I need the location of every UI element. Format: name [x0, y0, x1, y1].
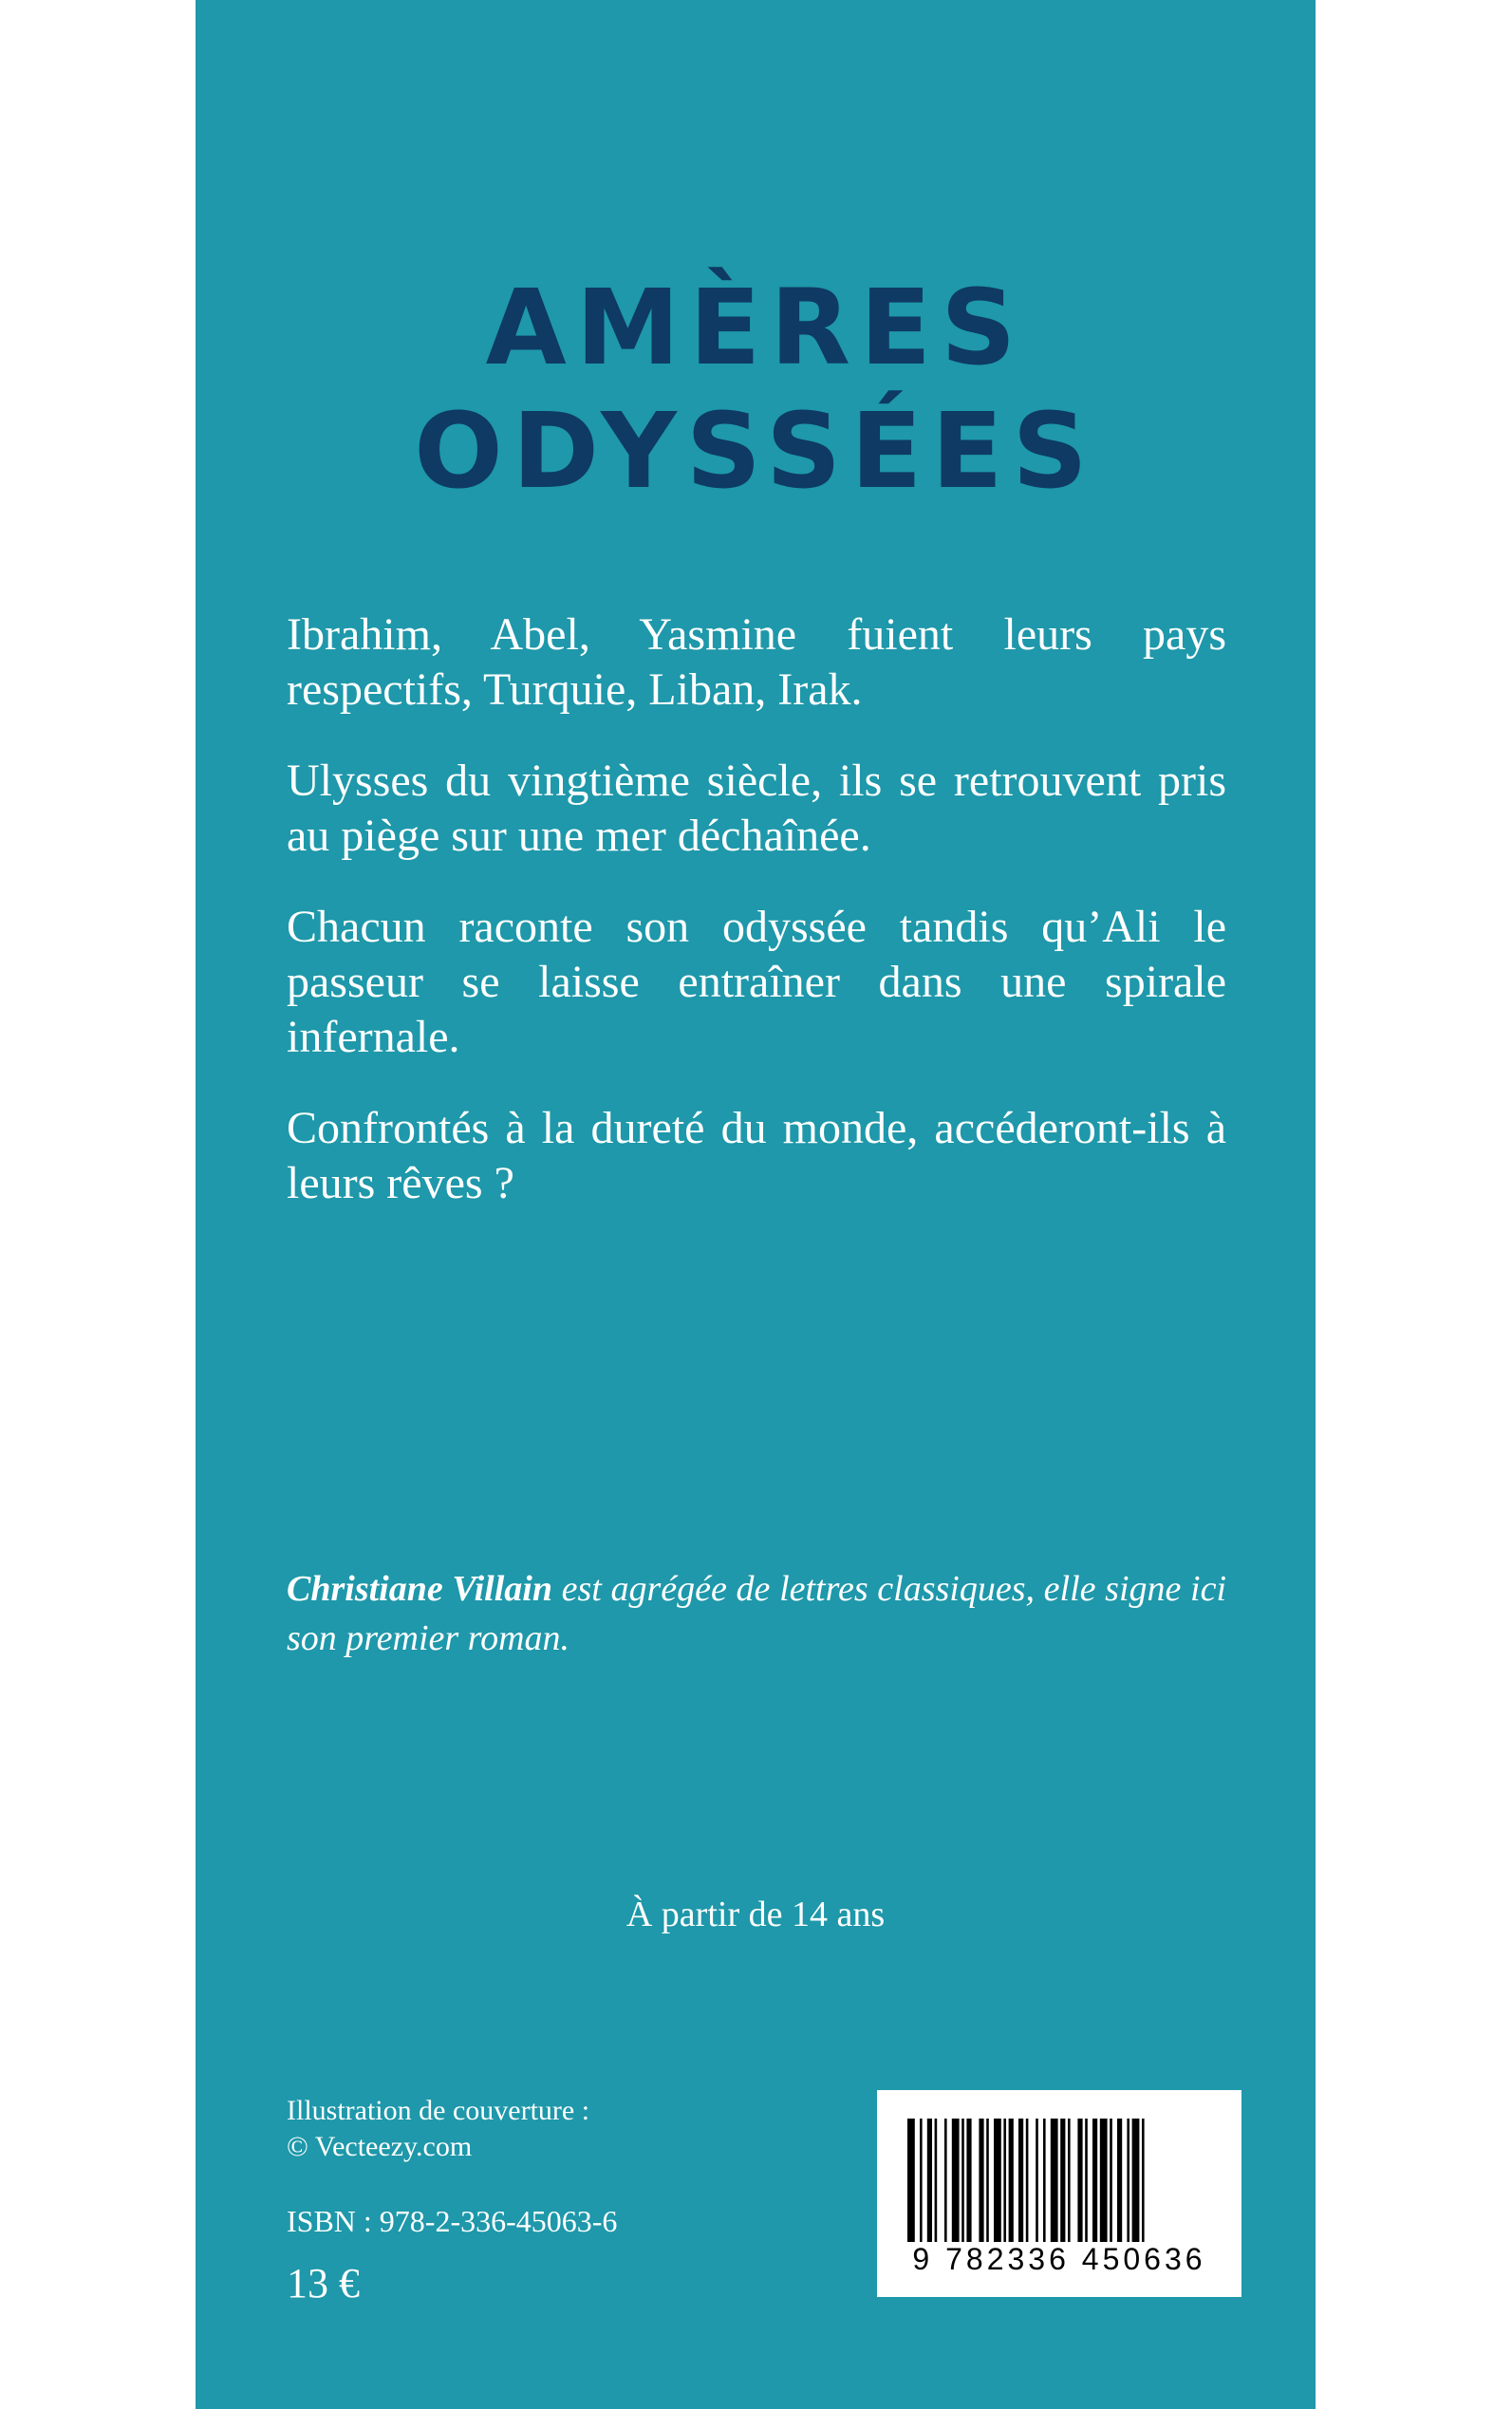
isbn: ISBN : 978-2-336-45063-6 [287, 2204, 618, 2238]
illustration-credit [287, 2093, 589, 2165]
barcode-bar [1077, 2119, 1082, 2242]
barcode-bar [994, 2119, 1001, 2242]
barcode-bar [961, 2119, 964, 2242]
barcode-bar [979, 2119, 983, 2242]
blurb-paragraph: Ulysses du vingtième siècle, ils se retrouvent pris au piège sur une mer déchaînée. [287, 756, 1226, 861]
author-name: Christiane Villain [287, 1569, 552, 1609]
barcode-bar [1009, 2119, 1014, 2242]
barcode-bar [1110, 2119, 1112, 2242]
blurb-paragraph: Chacun raconte son odyssée tandis qu’Ali le passeur se laisse entraîner dans une spirale infernale. [287, 902, 1226, 1062]
barcode-bar [1117, 2119, 1122, 2242]
barcode-bar [1100, 2119, 1108, 2242]
book-title: AMÈRES ODYSSÉES [414, 267, 1097, 512]
barcode-bar [1003, 2119, 1006, 2242]
barcode-bar [1092, 2119, 1097, 2242]
barcode-bar [935, 2119, 938, 2242]
barcode-bar [1026, 2119, 1029, 2242]
barcode-number: 9 782336 450636 [912, 2242, 1206, 2276]
barcode-bar [1068, 2119, 1071, 2242]
barcode-bar [1142, 2119, 1145, 2242]
barcode-bar [1018, 2119, 1023, 2242]
barcode-bar [1051, 2119, 1058, 2242]
blurb-paragraph: Confrontés à la dureté du monde, accéderont-ils à leurs rêves ? [287, 1103, 1226, 1208]
barcode-bar [927, 2119, 932, 2242]
author-description: est agrégée de lettres classiques, elle signe ici son premier roman. [287, 1569, 1227, 1658]
barcode [877, 2090, 1241, 2297]
blurb-paragraph: Ibrahim, Abel, Yasmine fuient leurs pays respectifs, Turquie, Liban, Irak. [287, 609, 1226, 715]
barcode-bar [944, 2119, 947, 2242]
barcode-bar [1060, 2119, 1065, 2242]
barcode-bar [1085, 2119, 1088, 2242]
barcode-bar [986, 2119, 989, 2242]
credit-label: Illustration de couverture : [287, 2095, 590, 2126]
barcode-bar [952, 2119, 960, 2242]
back-cover [196, 0, 1316, 2409]
barcode-bar [920, 2119, 923, 2242]
barcode-bar [1127, 2119, 1129, 2242]
barcode-bar [966, 2119, 971, 2242]
age-recommendation: À partir de 14 ans [625, 1895, 886, 1934]
barcode-bar [1043, 2119, 1046, 2242]
barcode-bar [1036, 2119, 1038, 2242]
barcode-bar [907, 2119, 915, 2242]
author-bio [287, 1564, 1226, 1663]
price: 13 € [287, 2260, 360, 2306]
credit-source: © Vecteezy.com [287, 2131, 473, 2162]
barcode-bar [1132, 2119, 1140, 2242]
blurb [287, 607, 1226, 1247]
